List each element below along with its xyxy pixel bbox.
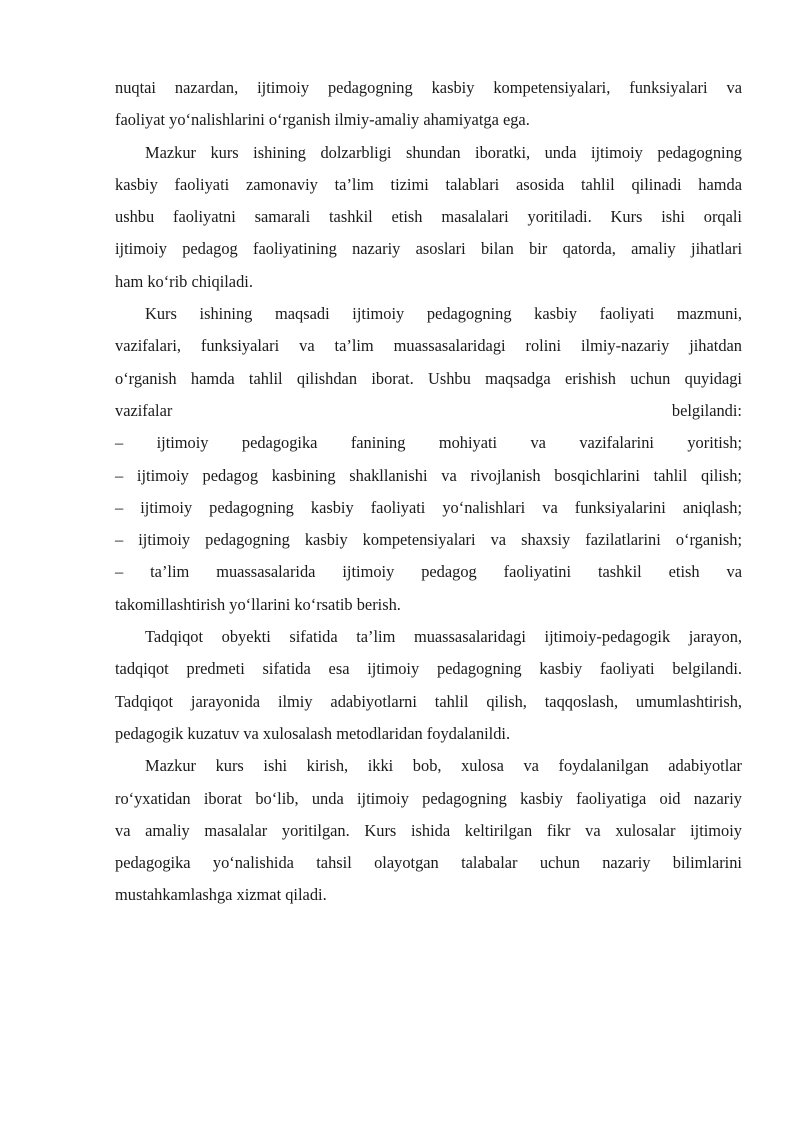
text-line: ushbu faoliyatni samarali tashkil etish masalalari yoritiladi. Kurs ishi orqali [115, 207, 742, 227]
text-line: mustahkamlashga xizmat qiladi. [115, 885, 327, 905]
text-line: Tadqiqot jarayonida ilmiy adabiyotlarni tahlil qilish, taqqoslash, umumlashtirish, [115, 691, 742, 711]
text-line: Mazkur kurs ishi kirish, ikki bob, xulosa va foydalanilgan adabiyotlar [145, 756, 742, 776]
text-line: Mazkur kurs ishining dolzarbligi shundan iboratki, unda ijtimoiy pedagogning [145, 142, 742, 162]
list-item: – ijtimoiy pedagog kasbining shakllanishi va rivojlanish bosqichlarini tahlil qilish; [115, 465, 742, 485]
list-item: – ijtimoiy pedagogika fanining mohiyati va vazifalarini yoritish; [115, 433, 742, 453]
text-line: va amaliy masalalar yoritilgan. Kurs ishida keltirilgan fikr va xulosalar ijtimoiy [115, 820, 742, 840]
text-line: tadqiqot predmeti sifatida esa ijtimoiy pedagogning kasbiy faoliyati belgilandi. [115, 659, 742, 679]
text-line: ham ko‘rib chiqiladi. [115, 271, 253, 291]
text-line: vazifalari, funksiyalari va ta’lim muassasalaridagi rolini ilmiy-nazariy jihatdan [115, 336, 742, 356]
text-line: Kurs ishining maqsadi ijtimoiy pedagogning kasbiy faoliyati mazmuni, [145, 304, 742, 324]
paragraph-3 [115, 298, 742, 621]
paragraph-4 [115, 621, 742, 750]
paragraph-1 [115, 72, 742, 137]
text-line: pedagogika yo‘nalishida tahsil olayotgan talabalar uchun nazariy bilimlarini [115, 853, 742, 873]
text-line: ijtimoiy pedagog faoliyatining nazariy asoslari bilan bir qatorda, amaliy jihatlari [115, 239, 742, 259]
list-item: – ijtimoiy pedagogning kasbiy kompetensiyalari va shaxsiy fazilatlarini o‘rganish; [115, 530, 742, 550]
text-line: ro‘yxatidan iborat bo‘lib, unda ijtimoiy pedagogning kasbiy faoliyatiga oid nazariy [115, 788, 742, 808]
text-line: nuqtai nazardan, ijtimoiy pedagogning kasbiy kompetensiyalari, funksiyalari va [115, 78, 742, 97]
text-line: pedagogik kuzatuv va xulosalash metodlaridan foydalanildi. [115, 723, 511, 743]
text-line: kasbiy faoliyati zamonaviy ta’lim tizimi talablari asosida tahlil qilinadi hamda [115, 174, 742, 194]
list-item: – ijtimoiy pedagogning kasbiy faoliyati yo‘nalishlari va funksiyalarini aniqlash; [115, 497, 742, 517]
list-item: – ta’lim muassasalarida ijtimoiy pedagog faoliyatini tashkil etish va [115, 562, 742, 582]
paragraph-2 [115, 137, 742, 298]
text-line: Tadqiqot obyekti sifatida ta’lim muassasalaridagi ijtimoiy-pedagogik jarayon, [145, 627, 742, 647]
text-line: takomillashtirish yo‘llarini ko‘rsatib berish. [115, 594, 401, 614]
paragraph-5 [115, 750, 742, 911]
text-line: faoliyat yo‘nalishlarini o‘rganish ilmiy-amaliy ahamiyatga ega. [115, 110, 530, 130]
document-page [115, 72, 742, 912]
text-line: vazifalar belgilandi: [115, 400, 742, 420]
text-line: o‘rganish hamda tahlil qilishdan iborat. Ushbu maqsadga erishish uchun quyidagi [115, 368, 742, 388]
